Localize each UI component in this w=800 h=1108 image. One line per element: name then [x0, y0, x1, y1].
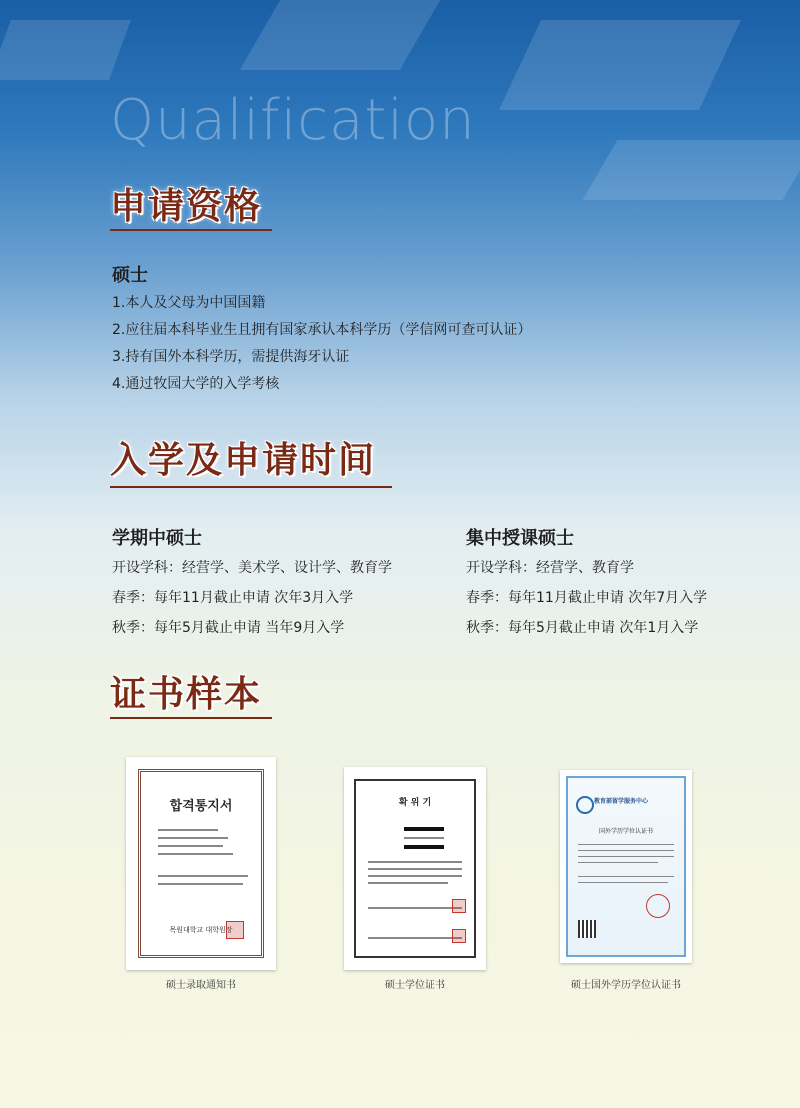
- text-line: [578, 850, 674, 851]
- text-line: [158, 875, 248, 877]
- certificate-subtitle: 国外学历学位认证书: [598, 828, 653, 835]
- certificate-title: 확 위 기: [398, 798, 432, 808]
- qualification-item: 3.持有国外本科学历，需提供海牙认证: [112, 349, 350, 365]
- program-line: 开设学科：经营学、美术学、设计学、教育学: [112, 560, 392, 576]
- emblem-icon: [576, 796, 594, 814]
- certificate-footer: 목원대학교 대학원장: [169, 926, 233, 934]
- program-line: 秋季：每年5月截止申请 当年9月入学: [112, 620, 345, 636]
- decor-shard: [499, 20, 741, 110]
- decor-shard: [0, 20, 131, 80]
- text-line: [578, 876, 674, 877]
- heading-underline: [110, 717, 272, 719]
- qualification-item: 4.通过牧园大学的入学考核: [112, 376, 280, 392]
- program-line: 春季：每年11月截止申请 次年3月入学: [112, 590, 354, 606]
- text-line: [158, 845, 223, 847]
- certificate-caption: 硕士学位证书: [385, 980, 445, 991]
- heading-underline: [110, 229, 272, 231]
- text-line: [404, 827, 444, 831]
- certificate-caption: 硕士国外学历学位认证书: [571, 980, 681, 991]
- text-line: [368, 882, 448, 884]
- text-line: [578, 856, 674, 857]
- text-line: [158, 837, 228, 839]
- section-heading-qualification: 申请资格: [110, 186, 263, 227]
- certificate-admission-letter: [126, 757, 276, 970]
- decor-shard: [583, 140, 800, 200]
- text-line: [368, 868, 462, 870]
- program-line: 开设学科：经营学、教育学: [466, 560, 634, 576]
- qr-code-icon: [578, 920, 596, 938]
- certificate-title: 합격통지서: [169, 799, 233, 814]
- text-line: [158, 853, 233, 855]
- seal-stamp: [452, 929, 466, 943]
- section-heading-certificates: 证书样本: [110, 674, 263, 715]
- text-line: [578, 882, 668, 883]
- text-line: [368, 907, 462, 909]
- program-line: 春季：每年11月截止申请 次年7月入学: [466, 590, 708, 606]
- certificate-degree: [344, 767, 486, 970]
- certificate-caption: 硕士录取通知书: [166, 980, 236, 991]
- text-line: [158, 883, 243, 885]
- qualification-item: 1.本人及父母为中国国籍: [112, 295, 266, 311]
- degree-label: 硕士: [112, 265, 148, 286]
- watermark-title: Qualification: [110, 88, 476, 153]
- certificate-issuer: 教育部留学服务中心: [594, 798, 649, 805]
- text-line: [578, 862, 658, 863]
- seal-stamp: [646, 894, 670, 918]
- qualification-item: 2.应往届本科毕业生且拥有国家承认本科学历（学信网可查可认证）: [112, 322, 532, 338]
- text-line: [578, 844, 674, 845]
- text-line: [158, 829, 218, 831]
- text-line: [368, 875, 462, 877]
- seal-stamp: [452, 899, 466, 913]
- text-line: [368, 861, 462, 863]
- text-line: [404, 837, 444, 839]
- heading-underline: [110, 486, 392, 488]
- section-heading-schedule: 入学及申请时间: [110, 440, 377, 481]
- program-title: 学期中硕士: [112, 528, 202, 549]
- program-title: 集中授课硕士: [466, 528, 574, 549]
- certificate-foreign-recognition: [560, 770, 692, 963]
- seal-stamp: [226, 921, 244, 939]
- text-line: [404, 845, 444, 849]
- text-line: [368, 937, 462, 939]
- program-line: 秋季：每年5月截止申请 次年1月入学: [466, 620, 699, 636]
